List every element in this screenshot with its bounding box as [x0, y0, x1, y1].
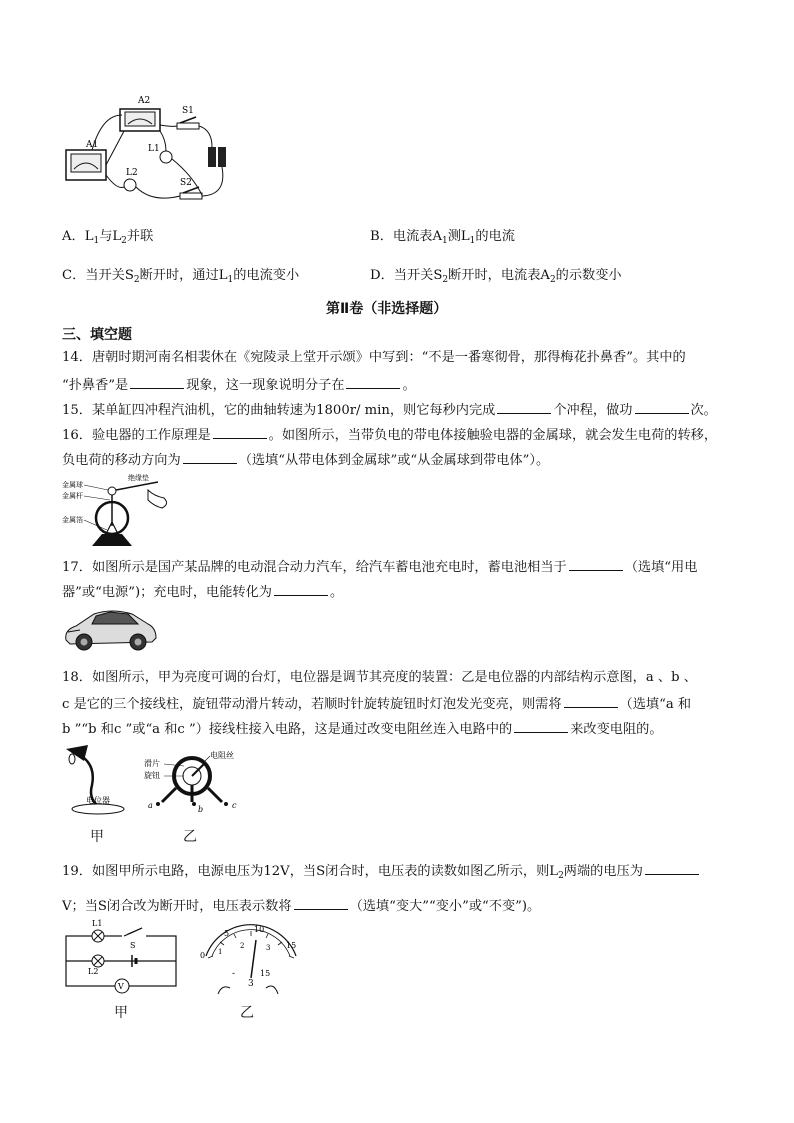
label-terminal-a: a	[148, 801, 153, 810]
q17-blank1[interactable]	[569, 556, 623, 571]
option-b: B．电流表$A_1$测$L_1$的电流	[370, 229, 515, 246]
dial-bottom-1: 1	[218, 948, 223, 956]
q14-blank1[interactable]	[130, 374, 184, 389]
q16-blank2[interactable]	[183, 449, 237, 464]
label-a2: A2	[138, 96, 151, 106]
label-knob: 旋钮	[144, 771, 160, 780]
q18-line3: b ”“b 和c ”或“a 和c ”）接线柱接入电路，这是通过改变电阻丝连入电路中的 来改变电阻的。	[62, 718, 663, 740]
q16-electroscope-figure	[62, 476, 177, 548]
label-l2-q19: L2	[88, 967, 99, 976]
dial-top-0: 0	[200, 951, 206, 960]
label-metal-rod: 金属杆	[62, 492, 83, 500]
q19-voltmeter-dial-figure	[196, 926, 306, 1006]
label-l2: L2	[126, 168, 138, 178]
label-l1-q19: L1	[92, 919, 103, 928]
q18-line1: 18．如图所示，甲为亮度可调的台灯，电位器是调节其亮度的装置：乙是电位器的内部结构示意图，a 、b 、	[62, 670, 697, 685]
q14-line2: “扑鼻香”是 现象，这一现象说明分子在 。	[62, 374, 416, 396]
q15-line: 15．某单缸四冲程汽油机，它的曲轴转速为1800r/ min，则它每秒内完成 个冲程，做功 次。	[62, 399, 717, 421]
label-s-q19: S	[130, 941, 136, 950]
dial-top-5: 5	[224, 929, 230, 938]
q18-caption-jia: 甲	[90, 829, 104, 845]
q19-line2: V；当S闭合改为断开时，电压表示数将 （选填“变大”“变小”或“不变”)。	[62, 895, 540, 917]
label-s2: S2	[180, 178, 192, 188]
dial-bottom-2: 2	[240, 942, 245, 950]
part2-title: 第Ⅱ卷（非选择题）	[326, 301, 448, 317]
q19-circuit-figure	[62, 918, 182, 998]
q16-line2: 负电荷的移动方向为 （选填“从带电体到金属球”或“从金属球到带电体”）。	[62, 449, 549, 471]
label-terminal-b: b	[198, 805, 204, 814]
terminal-minus: -	[232, 969, 236, 979]
q19-line1: 19．如图甲所示电路，电源电压为12V，当S闭合时，电压表的读数如图乙所示，则$L_2$两端的电压为	[62, 860, 701, 886]
label-metal-ball: 金属球	[62, 481, 83, 489]
terminal-15: 15	[260, 969, 271, 978]
q18-blank1[interactable]	[564, 693, 618, 708]
label-potentiometer: 电位器	[86, 796, 110, 805]
q14-line1: 14．唐朝时期河南名相裴休在《宛陵录上堂开示颂》中写到：“不是一番寒彻骨，那得梅花扑鼻香”。其中的	[62, 350, 686, 365]
q18-caption-yi: 乙	[183, 829, 197, 845]
terminal-3: 3	[248, 979, 254, 989]
label-s1: S1	[182, 106, 194, 116]
label-terminal-c: c	[232, 801, 237, 810]
option-c: C．当开关$S_2$断开时，通过$L_1$的电流变小	[62, 268, 300, 285]
q18-line2: c 是它的三个接线柱，旋钮带动滑片转动，若顺时针旋转旋钮时灯泡发光变亮，则需将 （选填“a 和	[62, 693, 691, 715]
q15-blank2[interactable]	[635, 399, 689, 414]
q16-line1: 16．验电器的工作原理是 。如图所示，当带负电的带电体接触验电器的金属球，就会发生电荷的转移，	[62, 424, 717, 446]
label-l1: L1	[148, 144, 160, 154]
q15-blank1[interactable]	[497, 399, 551, 414]
label-slider: 滑片	[144, 759, 160, 768]
q19-caption-yi: 乙	[240, 1005, 254, 1021]
q19-caption-jia: 甲	[114, 1005, 128, 1021]
q14-blank2[interactable]	[346, 374, 400, 389]
option-a: A．$L_1$与$L_2$并联	[62, 229, 154, 246]
q18-lamp-figure	[62, 745, 127, 815]
option-d: D．当开关$S_2$断开时，电流表$A_2$的示数变小	[370, 268, 622, 285]
dial-bottom-3: 3	[266, 944, 271, 952]
dial-top-15: 15	[286, 941, 297, 950]
q17-line1: 17．如图所示是国产某品牌的电动混合动力汽车，给汽车蓄电池充电时，蓄电池相当于 （选填“用电	[62, 556, 697, 578]
q19-blank2[interactable]	[294, 895, 348, 910]
q18-potentiometer-figure	[144, 752, 244, 812]
section3-title: 三、填空题	[62, 327, 132, 343]
label-a1: A1	[86, 140, 99, 150]
label-metal-foil: 金属箔	[62, 516, 83, 524]
q16-blank1[interactable]	[213, 424, 267, 439]
q19-blank1[interactable]	[645, 860, 699, 875]
label-voltmeter: V	[118, 982, 124, 991]
q13-circuit-figure	[62, 95, 242, 205]
dial-top-10: 10	[254, 925, 265, 934]
label-insulating-pad: 绝缘垫	[128, 474, 149, 482]
q18-blank2[interactable]	[514, 718, 568, 733]
label-resistance-wire: 电阻丝	[210, 751, 234, 760]
q17-line2: 器”或“电源”)；充电时，电能转化为 。	[62, 581, 343, 603]
q17-car-figure	[62, 606, 158, 652]
q17-blank2[interactable]	[274, 581, 328, 596]
